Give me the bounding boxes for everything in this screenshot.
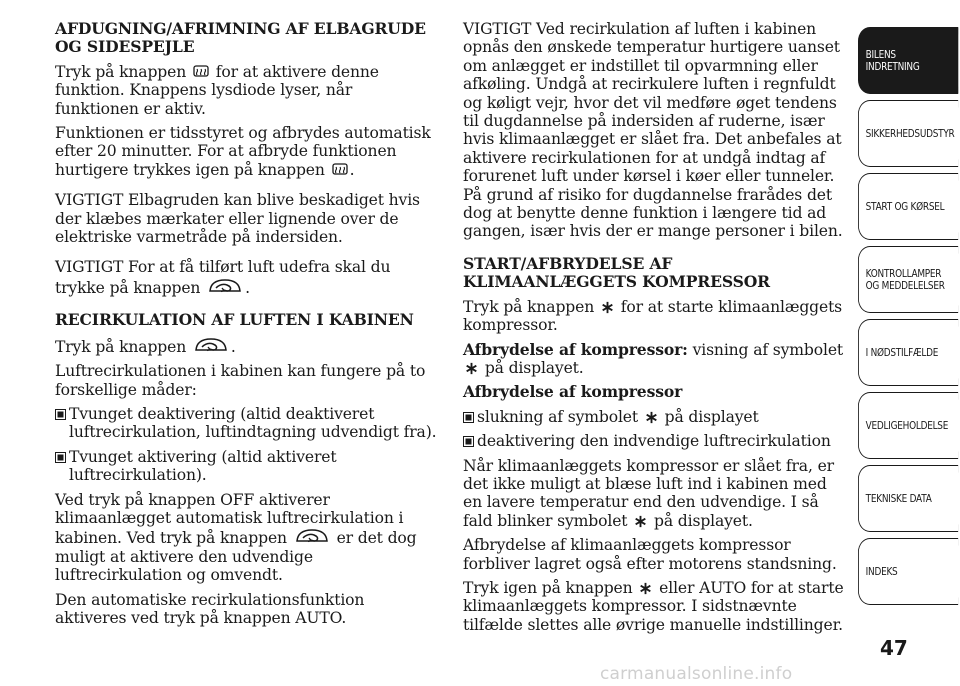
tab-label-line: KONTROLLAMPER xyxy=(865,267,942,280)
bullet-box xyxy=(55,405,69,442)
paragraph xyxy=(55,258,437,297)
list-item xyxy=(463,432,845,450)
paragraph: Den automatiske recirkulationsfunktion aktiveres ved tryk på knappen AUTO. xyxy=(55,590,365,627)
chapter-tabs xyxy=(858,27,960,611)
text: på displayet. xyxy=(654,511,753,530)
paragraph xyxy=(55,124,437,179)
text: visning af symbolet xyxy=(692,340,844,359)
recirculation-icon xyxy=(207,277,243,295)
text: eller AUTO for at starte klimaanlæggets kompressor. I sidstnævnte tilfælde slettes alle øvrige manuelle indstillinger. xyxy=(463,578,844,634)
recirculation-icon xyxy=(193,336,229,354)
text: Funktionen er tidsstyret og afbrydes automatisk efter 20 minutter. For at afbryde funktionen hurtigere trykkes igen på knappen xyxy=(55,124,431,179)
snowflake-icon xyxy=(645,411,658,424)
paragraph: Afbrydelse af klimaanlæggets kompressor forbliver lagret også efter motorens standsning. xyxy=(463,536,837,573)
tab-tekniske-data[interactable] xyxy=(858,465,958,532)
tab-label xyxy=(866,49,920,73)
list-item-text: Tvunget deaktivering (altid deaktiveret luftrecirkulation, luftindtagning udvendigt fra). xyxy=(69,404,437,442)
bullet-box xyxy=(463,408,477,426)
tab-label: VEDLIGEHOLDELSE xyxy=(865,419,949,432)
list-item xyxy=(55,448,437,485)
text: på displayet xyxy=(664,407,759,426)
left-column xyxy=(55,20,437,633)
bold-label: Afbrydelse af kompressor: xyxy=(463,339,688,359)
text: . xyxy=(349,160,355,179)
tab-vedligeholdelse[interactable] xyxy=(858,392,958,459)
recirculation-icon xyxy=(294,527,330,545)
paragraph: Luftrecirkulationen i kabinen kan fungere på to forskellige måder: xyxy=(55,362,426,399)
rear-defrost-icon xyxy=(193,65,209,79)
text: Ved tryk på knappen OFF aktiverer klimaanlægget automatisk luftrecirkulation i kabinen. Ved tryk på knappen xyxy=(55,490,404,548)
text: for at aktivere denne funktion. Knappens lysdiode lyser, når funktionen er aktiv. xyxy=(55,62,379,118)
heading-line: AFDUGNING/AFRIMNING AF ELBAGRUDE xyxy=(55,19,426,38)
tab-label-line: OG MEDDELELSER xyxy=(865,279,945,292)
watermark: carmanualsonline.info xyxy=(600,664,793,684)
paragraph xyxy=(463,341,845,378)
tab-label: SIKKERHEDSUDSTYR xyxy=(865,127,955,140)
paragraph xyxy=(55,491,437,585)
text: på displayet. xyxy=(484,358,584,377)
page-number: 47 xyxy=(880,636,908,660)
tab-label xyxy=(866,268,945,292)
list-item-text: Tvunget aktivering (altid aktiveret luftrecirkulation). xyxy=(69,447,337,485)
tab-i-nodstilfaelde[interactable] xyxy=(858,319,958,386)
paragraph xyxy=(55,336,437,356)
rear-defrost-icon xyxy=(332,163,348,177)
paragraph: VIGTIGT Elbagruden kan blive beskadiget hvis der klæbes mærkater eller lignende over de elektriske varmetråde på indersiden. xyxy=(55,191,420,247)
text: Tryk på knappen xyxy=(55,62,187,81)
paragraph xyxy=(463,579,845,634)
text: er det dog muligt at aktivere den udvendige luftrecirkulation og omvendt. xyxy=(55,529,417,585)
text: Tryk på knappen xyxy=(463,297,595,316)
snowflake-icon xyxy=(634,515,647,528)
paragraph xyxy=(463,298,845,335)
section-heading-compressor xyxy=(463,255,845,292)
tab-sikkerhedsudstyr[interactable] xyxy=(858,100,958,167)
tab-label-line: INDRETNING xyxy=(865,60,920,73)
snowflake-icon xyxy=(639,582,652,595)
text: Tryk igen på knappen xyxy=(463,578,633,597)
bold-label: Afbrydelse af kompressor xyxy=(463,382,683,402)
section-heading-recirculation: RECIRKULATION AF LUFTEN I KABINEN xyxy=(55,310,414,330)
tab-label-line: BILENS xyxy=(865,48,896,61)
tab-label: TEKNISKE DATA xyxy=(865,492,932,505)
tab-indeks[interactable] xyxy=(858,538,958,605)
bullet-box xyxy=(55,448,69,485)
text: Tryk på knappen xyxy=(55,337,187,356)
tab-kontrollamper[interactable] xyxy=(858,246,958,313)
text: for at starte klimaanlæggets kompressor. xyxy=(463,297,843,335)
heading-line: OG SIDESPEJLE xyxy=(55,37,195,57)
text: slukning af symbolet xyxy=(477,407,638,426)
tab-start-og-korsel[interactable] xyxy=(858,173,958,240)
paragraph xyxy=(55,63,437,118)
tab-label: START OG KØRSEL xyxy=(865,200,945,213)
right-column xyxy=(463,20,845,640)
list-item xyxy=(55,405,437,442)
tab-bilens-indretning[interactable] xyxy=(858,27,958,94)
snowflake-icon xyxy=(601,301,614,314)
text: Når klimaanlæggets kompressor er slået fra, er det ikke muligt at blæse luft ind i kabinen med en lavere temperatur end den udvendige. I så fald blinker symbolet xyxy=(463,456,834,530)
section-heading-defrost xyxy=(55,20,437,57)
tab-label: I NØDSTILFÆLDE xyxy=(865,346,939,359)
heading-line: START/AFBRYDELSE AF xyxy=(463,253,673,273)
bullet-box xyxy=(463,432,477,450)
paragraph: VIGTIGT Ved recirkulation af luften i kabinen opnås den ønskede temperatur hurtigere uanset om anlægget er indstillet til opvarmning eller afkøling. Undgå at recirkulere luften i regnfuldt og køligt vejr, hvor det vil medføre øget tendens til dugdannelse på indersiden af ruderne, især hvis klimaanlægget er slået fra. Det anbefales at aktivere recirkulationen for at undgå indtag af forurenet luft under kørsel i køer eller tunneler. På grund af risiko for dugdannelse frarådes det dog at benytte denne funktion i længere tid ad gangen, især hvis der er mange personer i bilen. xyxy=(463,20,843,241)
heading-line: KLIMAANLÆGGETS KOMPRESSOR xyxy=(463,272,770,292)
text: . xyxy=(230,337,236,356)
tab-label: INDEKS xyxy=(865,565,898,578)
list-item-text xyxy=(477,408,845,426)
snowflake-icon xyxy=(465,362,478,375)
list-item xyxy=(463,408,845,426)
text: . xyxy=(245,278,250,297)
text: VIGTIGT For at få tilført luft udefra skal du trykke på knappen xyxy=(55,258,391,297)
paragraph xyxy=(463,457,845,531)
list-item-text: deaktivering den indvendige luftrecirkulation xyxy=(477,432,831,451)
